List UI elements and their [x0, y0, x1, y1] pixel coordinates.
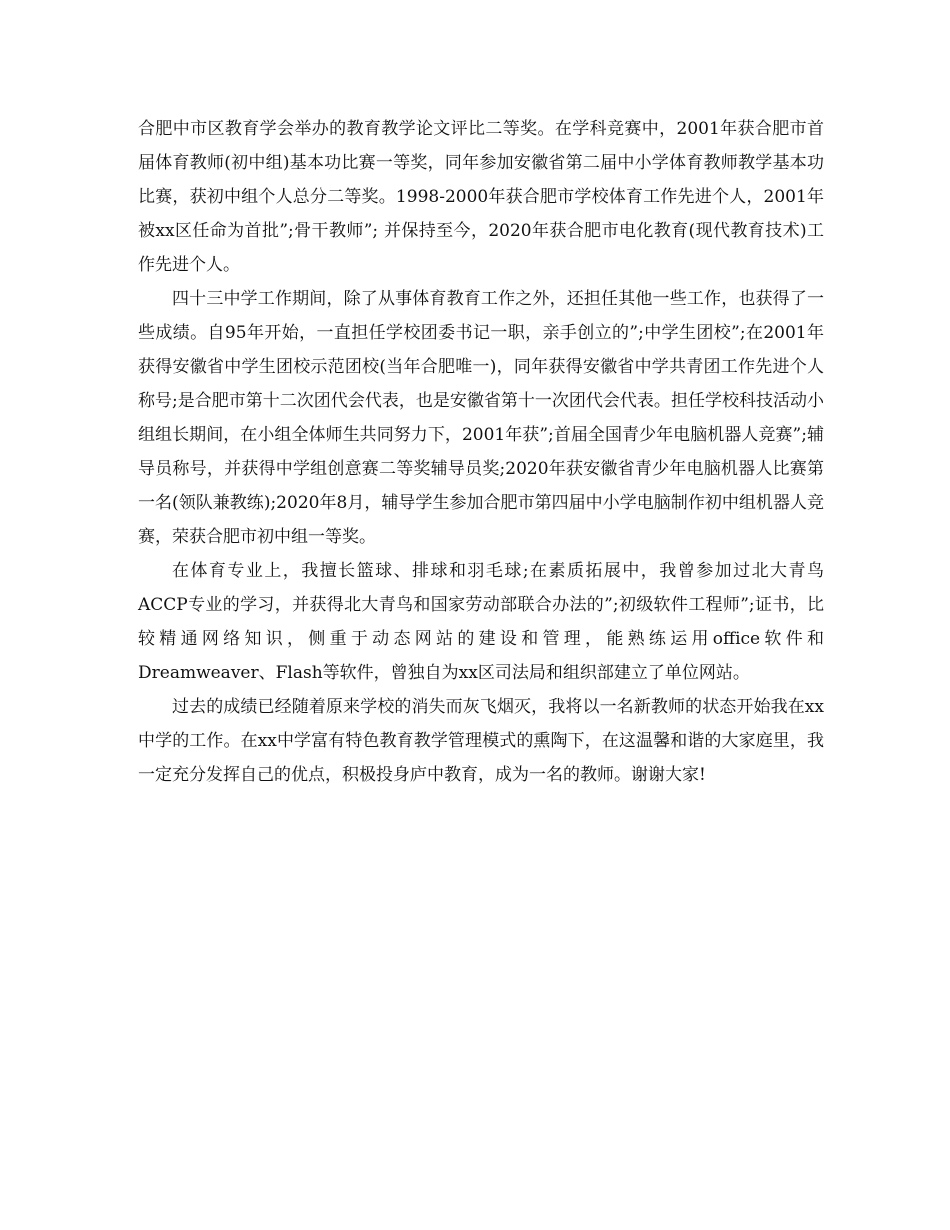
paragraph-school-work: 四十三中学工作期间，除了从事体育教育工作之外，还担任其他一些工作，也获得了一些成绩。自95年开始，一直担任学校团委书记一职，亲手创立的”;中学生团校”;在2001年获得安徽省中学生团校示范团校(当年合肥唯一)，同年获得安徽省中学共青团工作先进个人称号;是合肥市第十二次团代会代表，也是安徽省第十一次团代会代表。担任学校科技活动小组组长期间，在小组全体师生共同努力下，2001年获”;首届全国青少年电脑机器人竞赛”;辅导员称号，并获得中学组创意赛二等奖辅导员奖;2020年获安徽省青少年电脑机器人比赛第一名(领队兼教练);2020年8月，辅导学生参加合肥市第四届中小学电脑制作初中组机器人竞赛，荣获合肥市初中组一等奖。: [138, 289, 824, 547]
paragraph-skills: 在体育专业上，我擅长篮球、排球和羽毛球;在素质拓展中，我曾参加过北大青鸟 ACCP专业的学习，并获得北大青鸟和国家劳动部联合办法的”;初级软件工程师”;证书，比较精通网络知识，侧重于动态网站的建设和管理，能熟练运用office软件和Dreamweaver、Flash等软件，曾独自为xx区司法局和组织部建立了单位网站。: [138, 561, 824, 683]
paragraph-awards-continued: 合肥中市区教育学会举办的教育教学论文评比二等奖。在学科竞赛中，2001年获合肥市首届体育教师(初中组)基本功比赛一等奖，同年参加安徽省第二届中小学体育教师教学基本功比赛，获初中组个人总分二等奖。1998-2000年获合肥市学校体育工作先进个人，2001年被xx区任命为首批”;骨干教师”; 并保持至今，2020年获合肥市电化教育(现代教育技术)工作先进个人。: [138, 119, 824, 275]
document-body: [138, 112, 824, 792]
paragraph-closing: 过去的成绩已经随着原来学校的消失而灰飞烟灭，我将以一名新教师的状态开始我在xx中学的工作。在xx中学富有特色教育教学管理模式的熏陶下，在这温馨和谐的大家庭里，我一定充分发挥自己的优点，积极投身庐中教育，成为一名的教师。谢谢大家!: [138, 697, 824, 785]
